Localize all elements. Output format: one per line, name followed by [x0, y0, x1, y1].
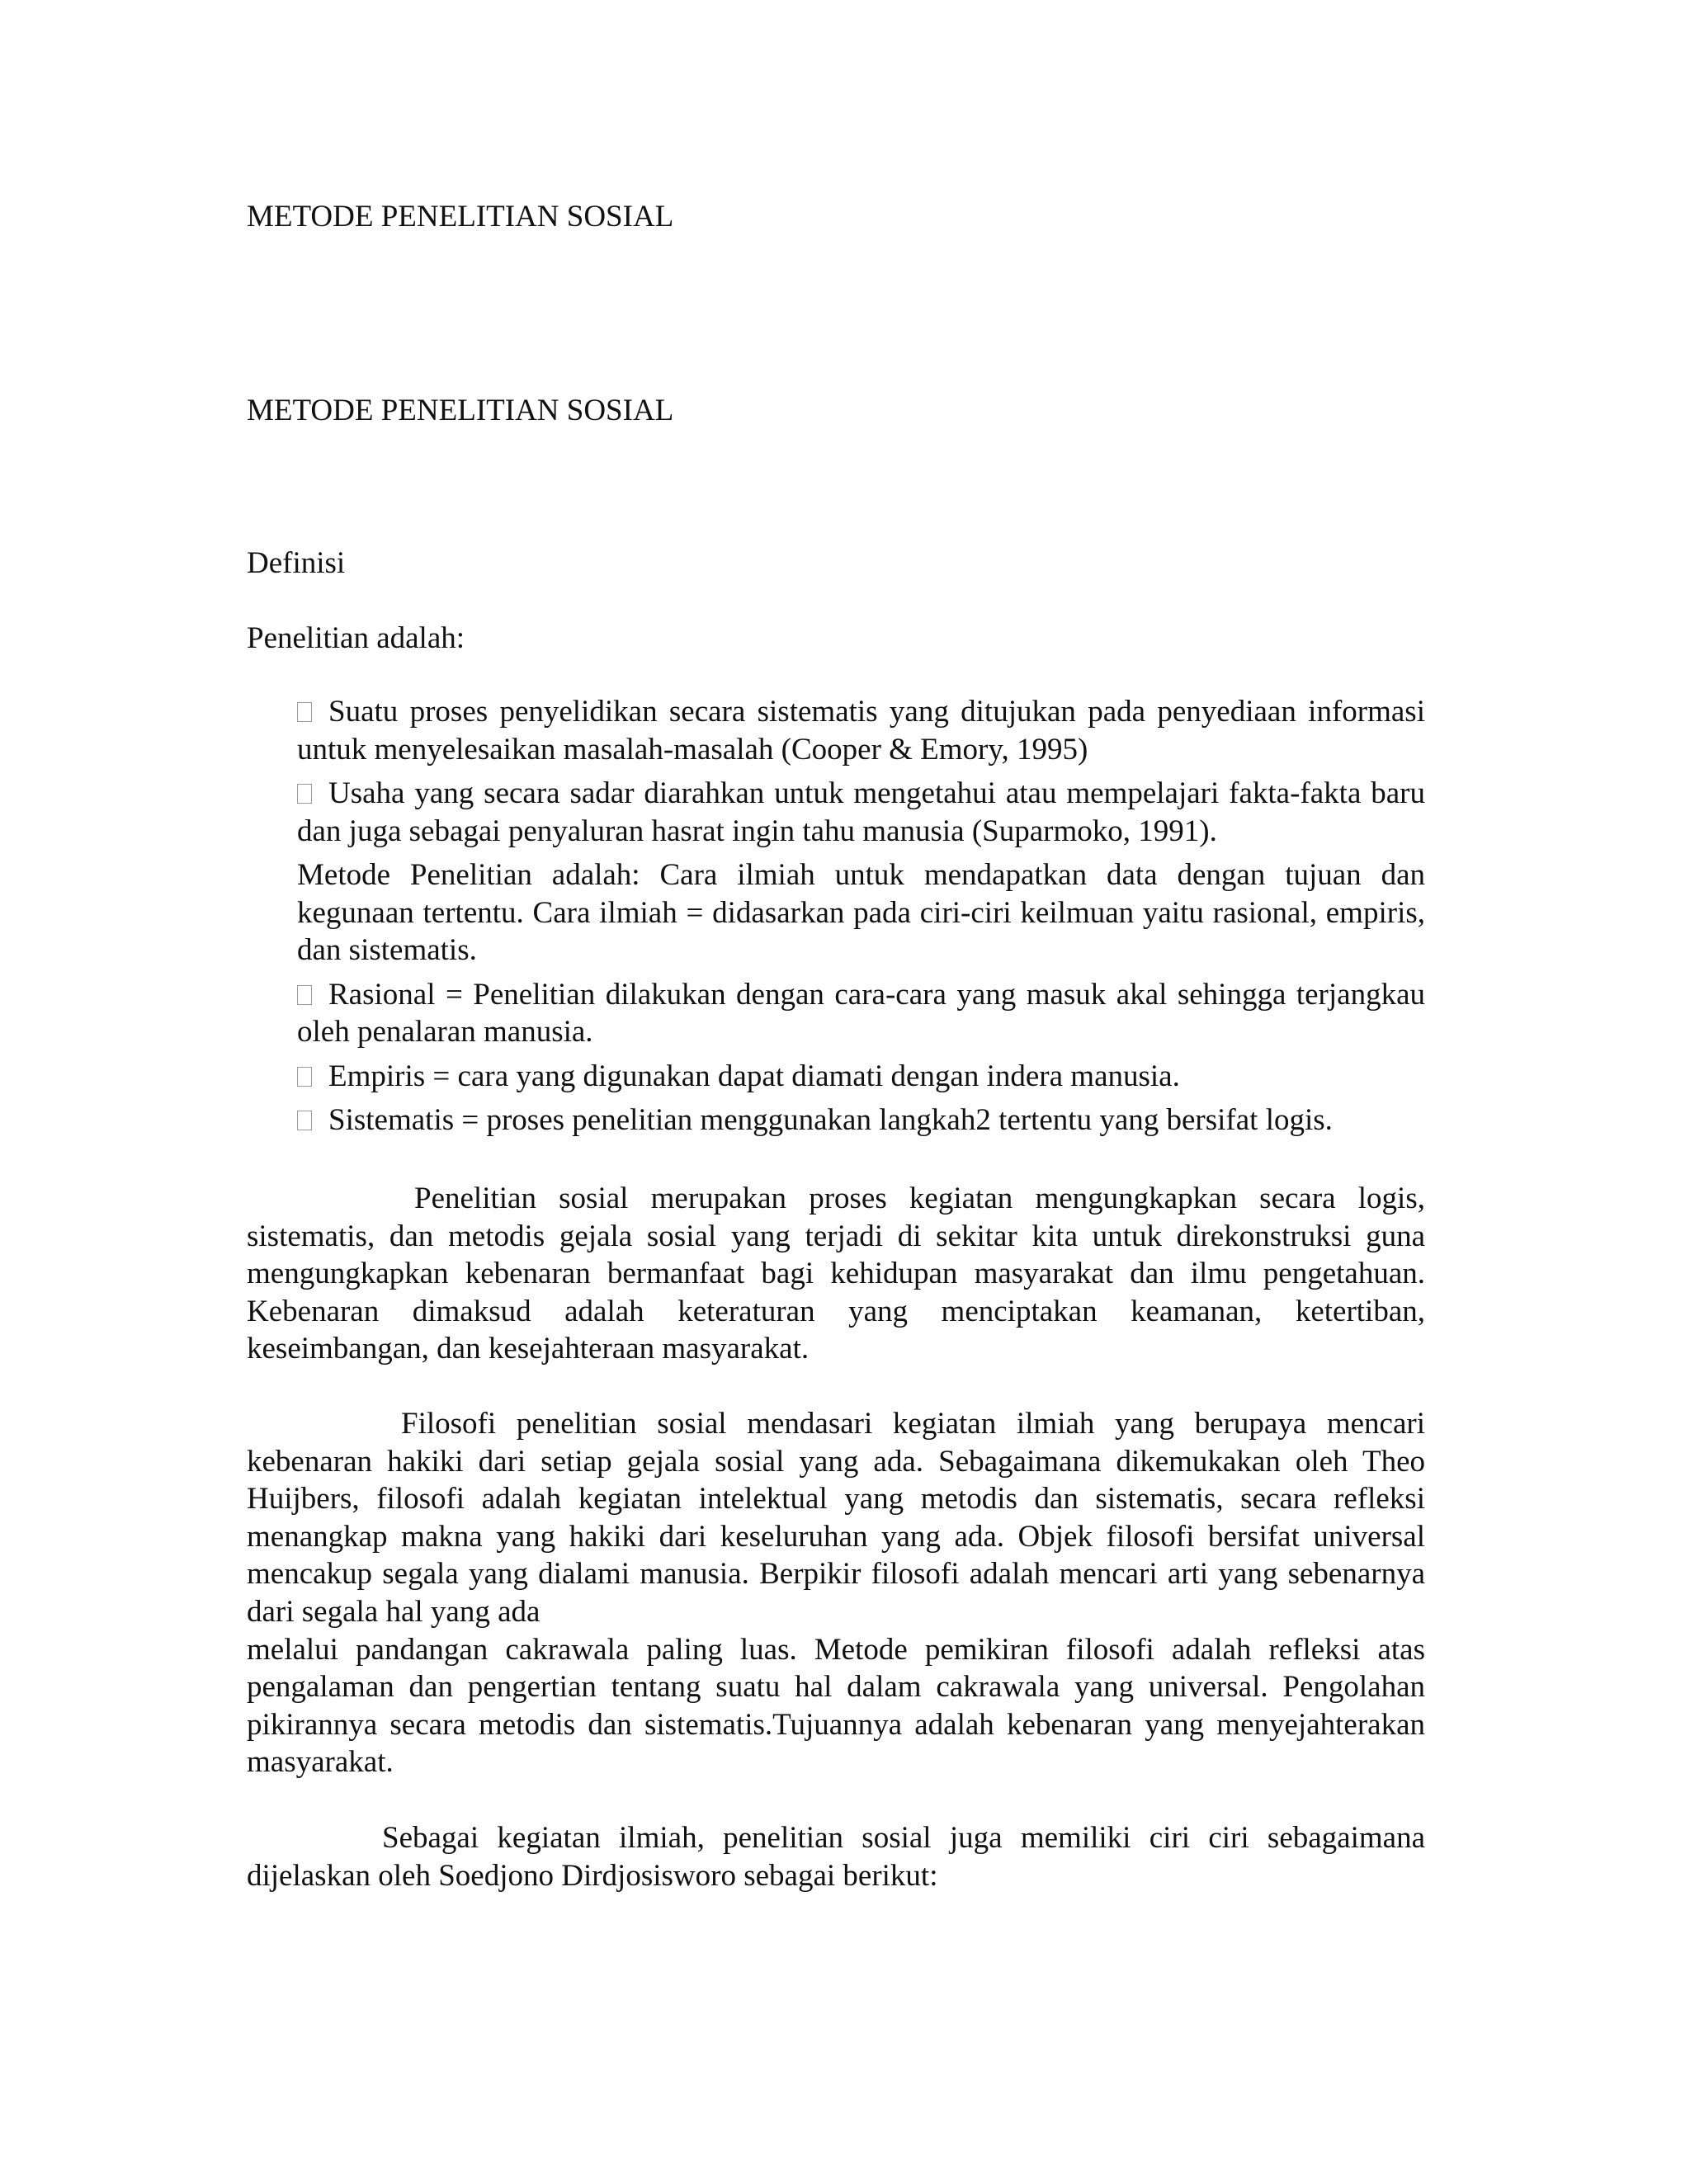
list-item-text: Sistematis = proses penelitian menggunakan langkah2 tertentu yang bersifat logis.: [328, 1103, 1333, 1137]
lead-text: Penelitian adalah:: [247, 621, 465, 655]
list-item: [297, 775, 1425, 850]
list-item: [297, 1058, 1425, 1096]
document-title: METODE PENELITIAN SOSIAL: [247, 200, 674, 233]
paragraph-penelitian-sosial: Penelitian sosial merupakan proses kegiatan mengungkapkan secara logis, sistematis, dan metodis gejala sosial yang terjadi di sekitar kita untuk direkonstruksi guna mengungkapkan kebenaran bermanfaat bagi kehidupan masyarakat dan ilmu pengetahuan. Kebenaran dimaksud adalah keteraturan yang menciptakan keamanan, ketertiban, keseimbangan, dan kesejahteraan masyarakat.: [247, 1182, 1425, 1366]
paragraph-filosofi: [247, 1405, 1425, 1781]
paragraph-ciri-ciri: Sebagai kegiatan ilmiah, penelitian sosial juga memiliki ciri ciri sebagaimana dijelaskan oleh Soedjono Dirdjosisworo sebagai berikut:: [247, 1821, 1425, 1893]
definition-list: [297, 693, 1425, 1146]
subheading-definisi: Definisi: [247, 546, 346, 580]
metode-paragraph: Metode Penelitian adalah: Cara ilmiah untuk mendapatkan data dengan tujuan dan kegunaan tertentu. Cara ilmiah = didasarkan pada ciri-ciri keilmuan yaitu rasional, empiris, dan sistematis.: [297, 858, 1425, 967]
checkbox-bullet-icon: [297, 1067, 312, 1087]
section-title: METODE PENELITIAN SOSIAL: [247, 394, 674, 427]
checkbox-bullet-icon: [297, 985, 312, 1005]
paragraph-filosofi-part-1: Filosofi penelitian sosial mendasari kegiatan ilmiah yang berupaya mencari kebenaran hakiki dari setiap gejala sosial yang ada. Sebagaimana dikemukakan oleh Theo Huijbers, filosofi adalah kegiatan intelektual yang metodis dan sistematis, secara refleksi menangkap makna yang hakiki dari keseluruhan yang ada. Objek filosofi bersifat universal mencakup segala yang dialami manusia. Berpikir filosofi adalah mencari arti yang sebenarnya dari segala hal yang ada: [247, 1407, 1425, 1629]
list-item: [297, 1101, 1425, 1139]
paragraph-filosofi-part-2: melalui pandangan cakrawala paling luas. Metode pemikiran filosofi adalah refleksi atas pengalaman dan pengertian tentang suatu hal dalam cakrawala yang universal. Pengolahan pikirannya secara metodis dan sistematis.Tujuannya adalah kebenaran yang menyejahterakan masyarakat.: [247, 1632, 1425, 1780]
checkbox-bullet-icon: [297, 784, 312, 804]
checkbox-bullet-icon: [297, 702, 312, 722]
list-item-text: Rasional = Penelitian dilakukan dengan cara-cara yang masuk akal sehingga terjangkau oleh penalaran manusia.: [297, 977, 1425, 1049]
checkbox-bullet-icon: [297, 1111, 312, 1130]
list-item-text: Usaha yang secara sadar diarahkan untuk mengetahui atau mempelajari fakta-fakta baru dan juga sebagai penyaluran hasrat ingin tahu manusia (Suparmoko, 1991).: [297, 776, 1425, 848]
list-item-text: Empiris = cara yang digunakan dapat diamati dengan indera manusia.: [328, 1059, 1180, 1093]
list-item: [297, 976, 1425, 1051]
list-item-text: Suatu proses penyelidikan secara sistematis yang ditujukan pada penyediaan informasi untuk menyelesaikan masalah-masalah (Cooper & Emory, 1995): [297, 695, 1425, 767]
list-item: [297, 693, 1425, 768]
